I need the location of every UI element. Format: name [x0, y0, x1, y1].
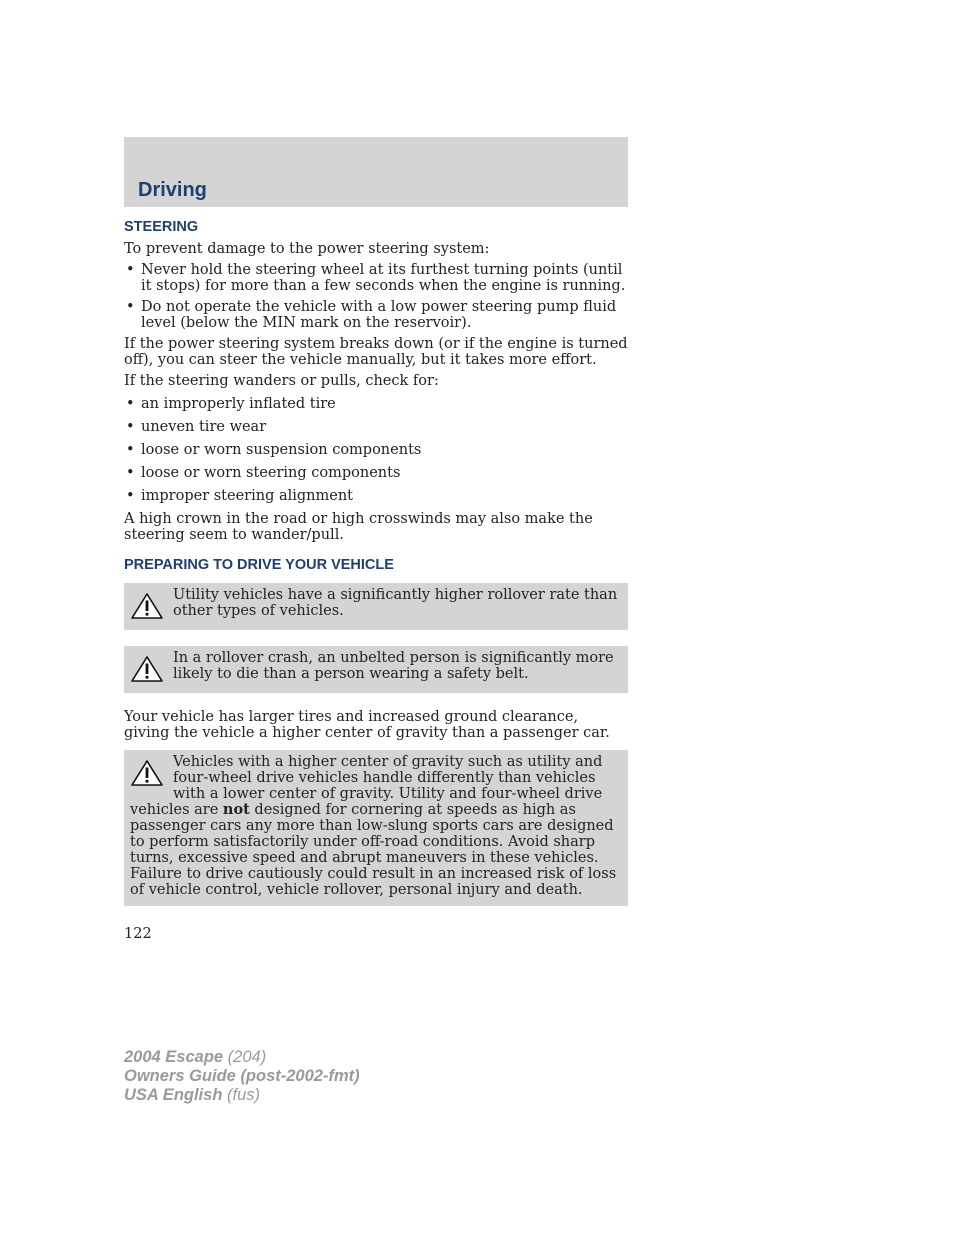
list-item: • Do not operate the vehicle with a low power steering pump fluid level (below the MIN mark on the reservoir).	[124, 299, 628, 331]
steering-heading: STEERING	[124, 219, 199, 235]
warning-triangle-icon	[130, 759, 164, 787]
footer-model: 2004 Escape	[124, 1048, 224, 1066]
prevent-damage-list	[124, 262, 628, 331]
footer-line-model	[124, 1048, 360, 1067]
footer-line-language	[124, 1086, 360, 1105]
list-item: • improper steering alignment	[124, 488, 628, 504]
footer-language-code: (fus)	[222, 1086, 260, 1104]
breakdown-paragraph: If the power steering system breaks down (or if the engine is turned off), you can steer the vehicle manually, but it takes more effort.	[124, 336, 628, 368]
list-item: • uneven tire wear	[124, 419, 628, 435]
warning-text-start: Vehicles with a higher center of gravity such as utility and four-wheel drive vehicles handle differently than vehicles with a lower center of gravity. Utility and four-wheel drive vehicles are	[130, 754, 603, 818]
preparing-heading: PREPARING TO DRIVE YOUR VEHICLE	[124, 557, 394, 573]
list-item: • Never hold the steering wheel at its furthest turning points (until it stops) for more than a few seconds when the engine is running.	[124, 262, 628, 294]
list-item: • an improperly inflated tire	[124, 396, 628, 412]
list-item: • loose or worn steering components	[124, 465, 628, 481]
steering-intro: To prevent damage to the power steering system:	[124, 241, 490, 257]
footer-language: USA English	[124, 1086, 223, 1104]
crown-note: A high crown in the road or high crosswinds may also make the steering seem to wander/pull.	[124, 511, 593, 543]
wander-intro: If the steering wanders or pulls, check for:	[124, 373, 439, 389]
warning-text: In a rollover crash, an unbelted person is significantly more likely to die than a person wearing a safety belt.	[173, 650, 614, 682]
warning-text-emphasis: not	[222, 801, 250, 818]
rollover-rate-warning	[124, 583, 628, 630]
check-list	[124, 396, 628, 504]
footer-model-code: (204)	[223, 1048, 267, 1066]
document-footer	[124, 1048, 360, 1105]
list-item: • loose or worn suspension components	[124, 442, 628, 458]
page-number: 122	[124, 926, 152, 942]
center-of-gravity-warning	[124, 750, 628, 906]
chapter-header-band	[124, 137, 628, 207]
unbelted-warning	[124, 646, 628, 693]
warning-triangle-icon	[130, 655, 164, 683]
warning-text: Utility vehicles have a significantly higher rollover rate than other types of vehicles.	[173, 587, 618, 619]
chapter-title: Driving	[138, 179, 207, 201]
center-of-gravity-paragraph: Your vehicle has larger tires and increased ground clearance, giving the vehicle a higher center of gravity than a passenger car.	[124, 709, 610, 741]
warning-text-end: designed for cornering at speeds as high as passenger cars any more than low-slung sports cars are designed to perform satisfactorily under off-road conditions. Avoid sharp turns, excessive speed and abrupt maneuvers in these vehicles. Failure to drive cautiously could result in an increased risk of loss of vehicle control, vehicle rollover, personal injury and death.	[130, 802, 617, 898]
warning-triangle-icon	[130, 592, 164, 620]
footer-line-guide	[124, 1067, 360, 1086]
page-content	[124, 219, 628, 922]
footer-guide: Owners Guide (post-2002-fmt)	[124, 1067, 360, 1085]
